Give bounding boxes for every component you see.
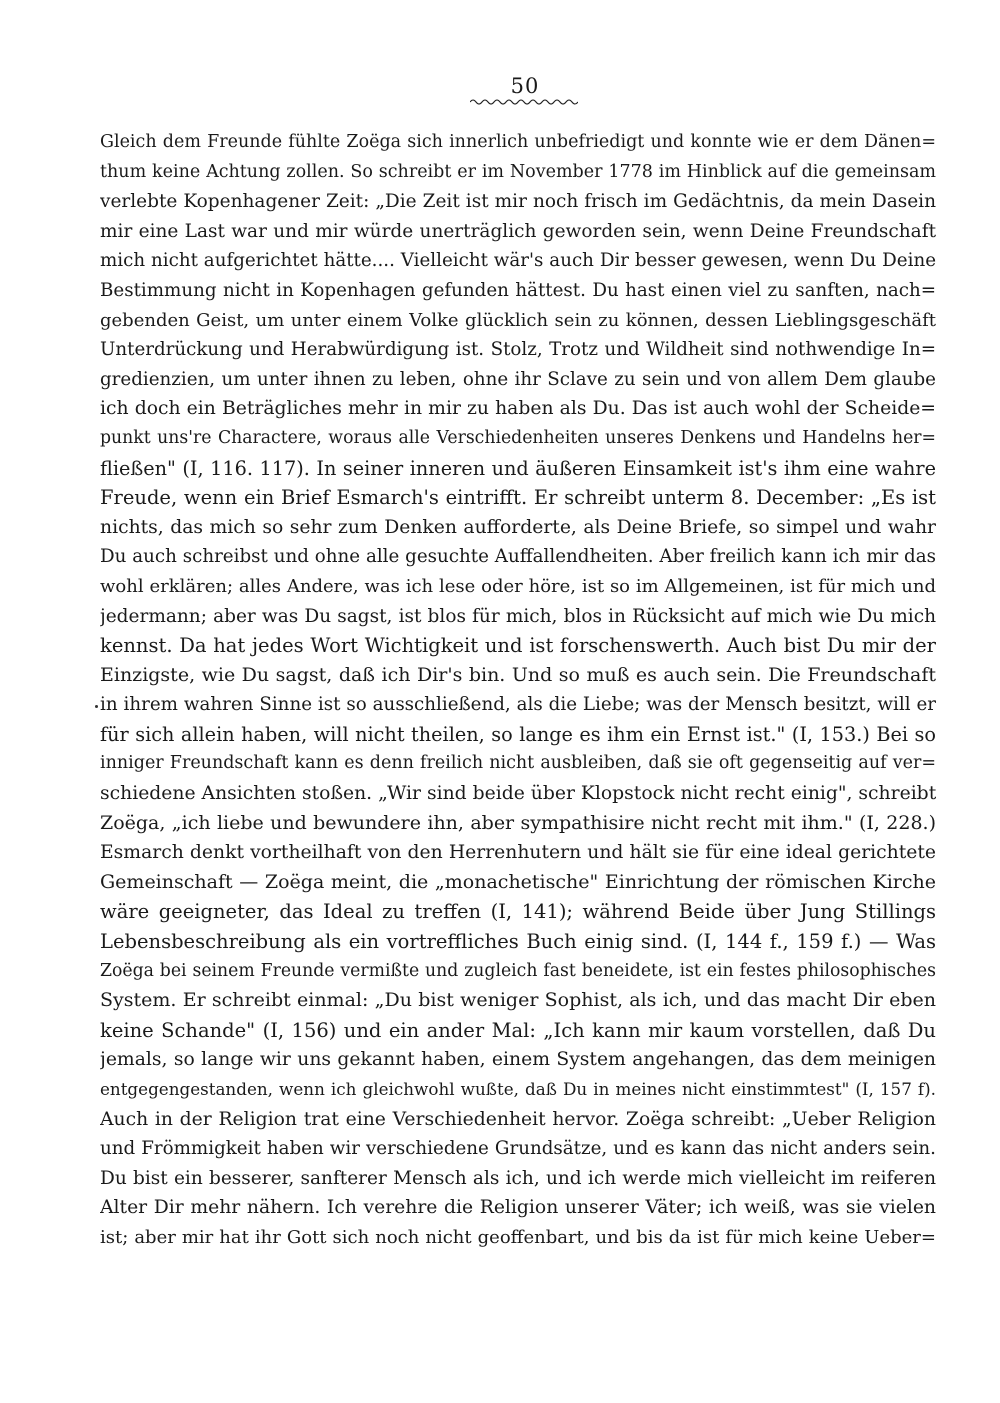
text-line: Du bist ein besserer, sanfterer Mensch als ich, und ich werde mich vielleicht im reiferen xyxy=(100,1167,936,1189)
text-line: inniger Freundschaft kann es denn freilich nicht ausbleiben, daß sie oft gegenseitig auf ver= xyxy=(100,753,936,774)
text-line: Einzigste, wie Du sagst, daß ich Dir's bin. Und so muß es auch sein. Die Freundschaft xyxy=(100,663,936,686)
text-line: fließen" (I, 116. 117). In seiner inneren und äußeren Einsamkeit ist's ihm eine wahre xyxy=(100,456,936,480)
text-line: wäre geeigneter, das Ideal zu treffen (I, 141); während Beide über Jung Stillings xyxy=(100,900,936,924)
text-line: und Frömmigkeit haben wir verschiedene Grundsätze, und es kann das nicht anders sein. xyxy=(100,1138,936,1160)
text-line: Bestimmung nicht in Kopenhagen gefunden hättest. Du hast einen viel zu sanften, nach= xyxy=(100,279,936,301)
text-line: punkt uns're Charactere, woraus alle Verschiedenheiten unseres Denkens und Handelns her= xyxy=(100,427,936,448)
text-line: entgegengestanden, wenn ich gleichwohl wußte, daß Du in meines nicht einstimmtest" (I, 157 f). xyxy=(100,1079,936,1099)
text-line: Esmarch denkt vortheilhaft von den Herrenhutern und hält sie für eine ideal gerichtete xyxy=(100,842,936,864)
text-line: wohl erklären; alles Andere, was ich lese oder höre, ist so im Allgemeinen, ist für mich und xyxy=(100,575,936,597)
text-line: Gleich dem Freunde fühlte Zoëga sich innerlich unbefriedigt und konnte wie er dem Dänen= xyxy=(100,132,936,152)
text-line: in ihrem wahren Sinne ist so ausschließend, als die Liebe; was der Mensch besitzt, will er xyxy=(100,694,936,716)
text-line: ich doch ein Beträgliches mehr in mir zu haben als Du. Das ist auch wohl der Scheide= xyxy=(100,398,936,420)
text-line: kennst. Da hat jedes Wort Wichtigkeit und ist forschenswerth. Auch bist Du mir der xyxy=(100,634,936,658)
text-line: nichts, das mich so sehr zum Denken aufforderte, als Deine Briefe, so simpel und wahr xyxy=(100,516,936,538)
text-line: ist; aber mir hat ihr Gott sich noch nicht geoffenbart, und bis da ist für mich keine Ueber= xyxy=(100,1226,936,1248)
text-line: mir eine Last war und mir würde unerträglich geworden sein, wenn Deine Freundschaft xyxy=(100,220,936,242)
text-line: Unterdrückung und Herabwürdigung ist. Stolz, Trotz und Wildheit sind nothwendige In= xyxy=(100,339,936,361)
text-line: Gemeinschaft — Zoëga meint, die „monachetische" Einrichtung der römischen Kirche xyxy=(100,870,936,893)
text-line: Lebensbeschreibung als ein vortreffliches Buch einig sind. (I, 144 f., 159 f.) — Was xyxy=(100,930,936,954)
text-line: Auch in der Religion trat eine Verschiedenheit hervor. Zoëga schreibt: „Ueber Religion xyxy=(100,1108,936,1130)
wavy-rule-ornament xyxy=(470,98,578,106)
text-line: thum keine Achtung zollen. So schreibt er im November 1778 im Hinblick auf die gemeinsam xyxy=(100,161,936,182)
text-line: Alter Dir mehr nähern. Ich verehre die Religion unserer Väter; ich weiß, was sie vielen xyxy=(100,1197,936,1219)
text-line: gredienzien, um unter ihnen zu leben, ohne ihr Sclave zu sein und von allem Dem glaube xyxy=(100,368,936,390)
text-line: jedermann; aber was Du sagst, ist blos für mich, blos in Rücksicht auf mich wie Du mich xyxy=(100,605,936,627)
text-line: gebenden Geist, um unter einem Volke glücklich sein zu können, dessen Lieblingsgeschäft xyxy=(100,309,936,331)
text-line: schiedene Ansichten stoßen. „Wir sind beide über Klopstock nicht recht einig", schreibt xyxy=(100,783,936,805)
text-line: für sich allein haben, will nicht theilen, so lange es ihm ein Ernst ist." (I, 153.) Bei so xyxy=(100,722,936,746)
body-text xyxy=(100,128,936,1253)
text-line: System. Er schreibt einmal: „Du bist weniger Sophist, als ich, und das macht Dir eben xyxy=(100,989,936,1012)
text-line: verlebte Kopenhagener Zeit: „Die Zeit ist mir noch frisch im Gedächtnis, da mein Dasein xyxy=(100,191,936,213)
text-line: Zoëga, „ich liebe und bewundere ihn, aber sympathisire nicht recht mit ihm." (I, 228.) xyxy=(100,811,936,834)
text-line: jemals, so lange wir uns gekannt haben, einem System angehangen, das dem meinigen xyxy=(100,1049,936,1071)
text-line: keine Schande" (I, 156) und ein ander Mal: „Ich kann mir kaum vorstellen, daß Du xyxy=(100,1018,936,1042)
text-line: Du auch schreibst und ohne alle gesuchte Auffallendheiten. Aber freilich kann ich mir das xyxy=(100,546,936,568)
page-number: 50 xyxy=(510,74,540,98)
text-line: mich nicht aufgerichtet hätte.... Vielleicht wär's auch Dir besser gewesen, wenn Du Deine xyxy=(100,250,936,272)
margin-mark xyxy=(95,705,98,708)
text-line: Freude, wenn ein Brief Esmarch's eintrifft. Er schreibt unterm 8. December: „Es ist xyxy=(100,486,936,510)
text-line: Zoëga bei seinem Freunde vermißte und zugleich fast beneidete, ist ein festes philosophisches xyxy=(100,960,936,981)
